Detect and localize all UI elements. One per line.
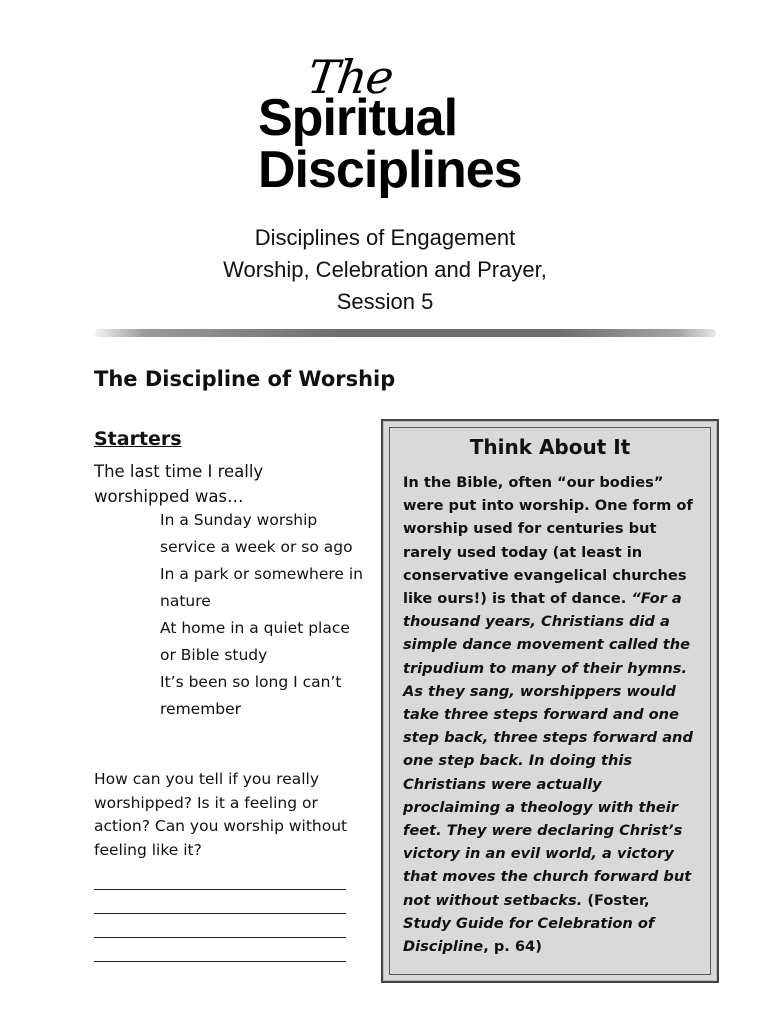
reflection-question: How can you tell if you really worshipped? Is it a feeling or action? Can you worship without feeling like it? bbox=[94, 770, 348, 859]
subtitle-line-2: Worship, Celebration and Prayer, bbox=[223, 257, 547, 282]
section-title: The Discipline of Worship bbox=[94, 367, 396, 391]
answer-line[interactable] bbox=[94, 938, 346, 962]
box-quote-text: “For a thousand years, Christians did a simple dance movement called the tripudium to many of their hymns. As they sang, worshippers would take three steps forward and one step back, three steps forward and one step back. In doing this Christians were actually proclaiming a theology with their feet. They were declaring Christ’s victory in an evil world, a victory that moves the church forward but not without setbacks. bbox=[403, 590, 693, 909]
option-item: In a Sunday worship service a week or so ago bbox=[160, 511, 353, 556]
answer-line[interactable] bbox=[94, 890, 346, 914]
box-plain-text: In the Bible, often “our bodies” were put into worship. One form of worship used for centuries but rarely used today (at least in conservative evangelical churches like ours!) is that of dance. bbox=[403, 474, 693, 608]
subtitle-line-3: Session 5 bbox=[336, 289, 434, 314]
box-title: Think About It bbox=[469, 435, 631, 459]
option-item: It’s been so long I can’t remember bbox=[160, 673, 342, 718]
divider-bar bbox=[94, 329, 716, 337]
answer-line[interactable] bbox=[94, 914, 346, 938]
logo-disciplines: Disciplines bbox=[258, 141, 522, 199]
think-about-it-box bbox=[381, 419, 719, 983]
logo bbox=[0, 48, 770, 198]
logo-spiritual: Spiritual bbox=[258, 89, 458, 147]
starters-options bbox=[160, 507, 370, 723]
box-citation-close: , p. 64) bbox=[483, 938, 542, 956]
session-subtitle bbox=[0, 222, 770, 318]
logo-the: The bbox=[304, 50, 397, 104]
box-body bbox=[403, 471, 699, 958]
starters-heading: Starters bbox=[94, 428, 182, 450]
answer-line[interactable] bbox=[94, 866, 346, 890]
option-item: In a park or somewhere in nature bbox=[160, 565, 363, 610]
box-citation-open: (Foster, bbox=[582, 891, 650, 909]
starters-intro: The last time I really worshipped was… bbox=[94, 462, 264, 506]
answer-lines bbox=[94, 866, 346, 962]
subtitle-line-1: Disciplines of Engagement bbox=[254, 225, 516, 250]
box-citation-title: Study Guide for Celebration of Discipline bbox=[403, 914, 655, 956]
option-item: At home in a quiet place or Bible study bbox=[160, 619, 350, 664]
